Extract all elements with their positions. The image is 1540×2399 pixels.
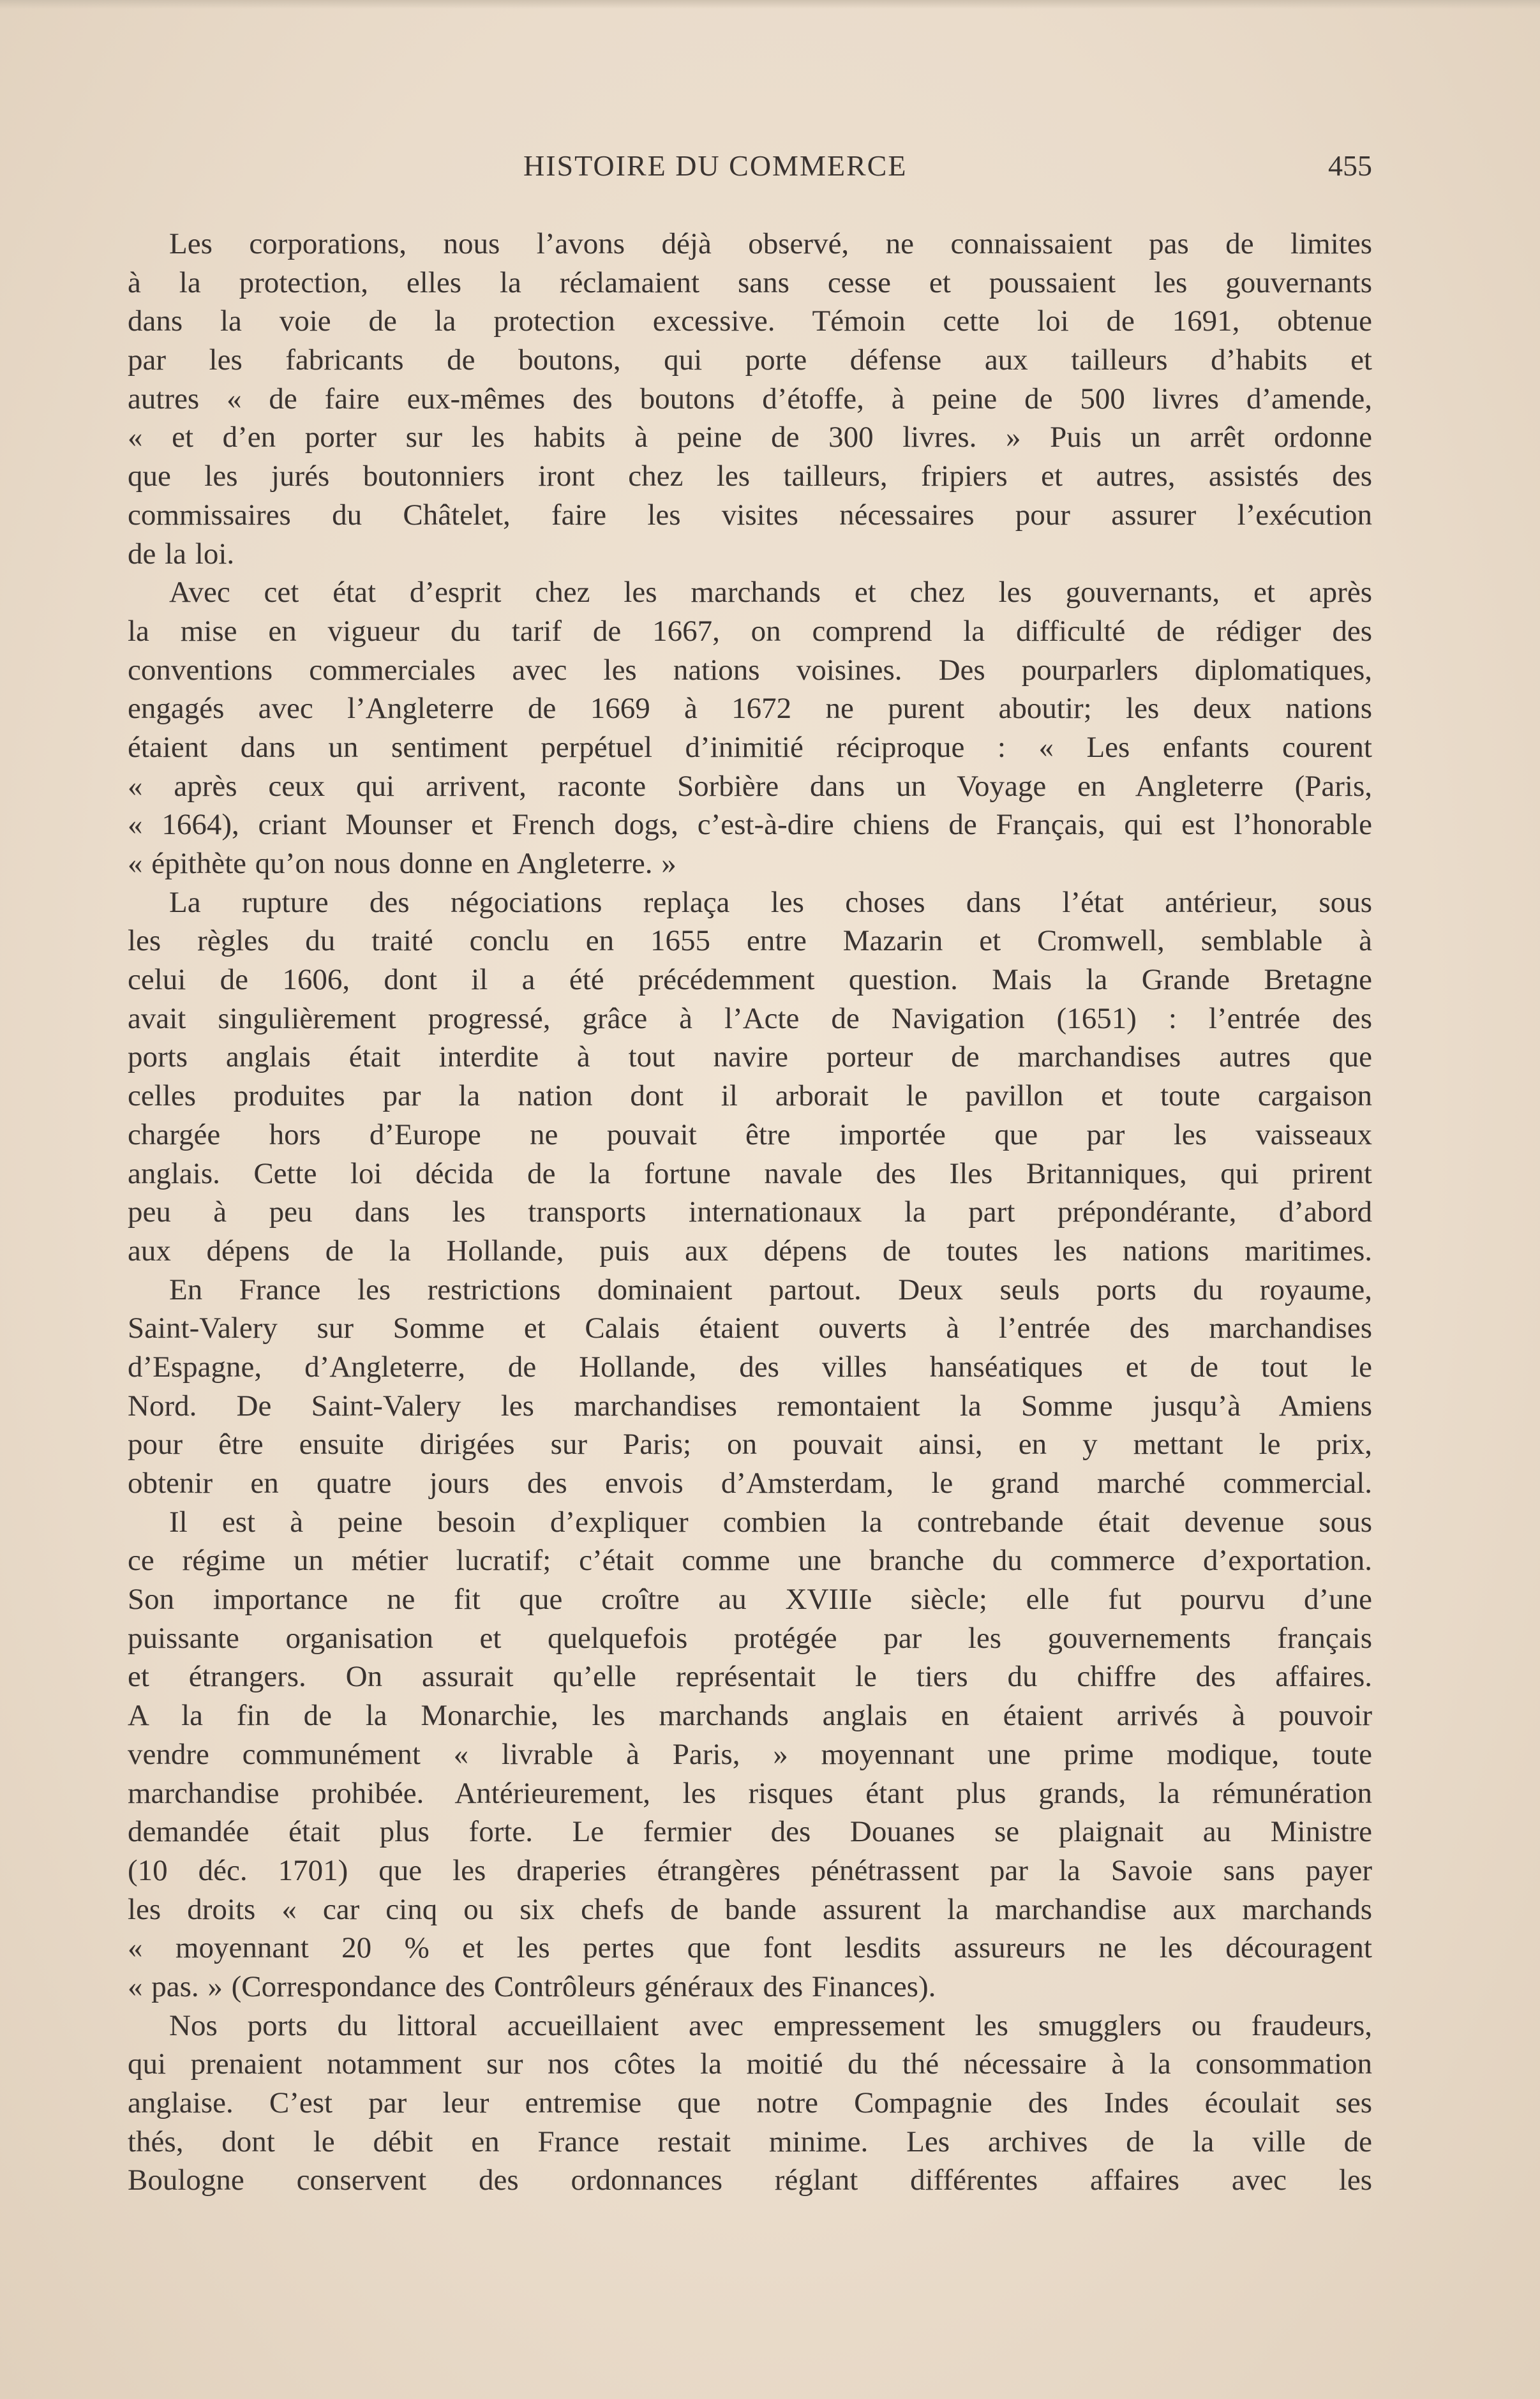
text-line: peu à peu dans les transports internationaux la part prépondérante, d’abord	[128, 1195, 1372, 1229]
text-line: Nord. De Saint-Valery les marchandises remontaient la Somme jusqu’à Amiens	[128, 1389, 1372, 1423]
body-text	[128, 225, 1372, 2200]
text-line: obtenir en quatre jours des envois d’Amsterdam, le grand marché commercial.	[128, 1467, 1372, 1500]
text-line: pour être ensuite dirigées sur Paris; on pouvait ainsi, en y mettant le prix,	[128, 1428, 1372, 1461]
text-line: Il est à peine besoin d’expliquer combien la contrebande était devenue sous	[169, 1505, 1372, 1539]
text-line: « pas. » (Correspondance des Contrôleurs généraux des Finances).	[128, 1969, 936, 2003]
text-line: Saint-Valery sur Somme et Calais étaient ouverts à l’entrée des marchandises	[128, 1312, 1372, 1345]
text-line: ce régime un métier lucratif; c’était comme une branche du commerce d’exportation.	[128, 1544, 1372, 1578]
text-line: (10 déc. 1701) que les draperies étrangères pénétrassent par la Savoie sans payer	[128, 1853, 1372, 1887]
text-line: A la fin de la Monarchie, les marchands anglais en étaient arrivés à pouvoir	[128, 1699, 1372, 1733]
text-line: Les corporations, nous l’avons déjà observé, ne connaissaient pas de limites	[169, 227, 1372, 260]
text-line: engagés avec l’Angleterre de 1669 à 1672 ne purent aboutir; les deux nations	[128, 692, 1372, 726]
text-line: thés, dont le débit en France restait minime. Les archives de la ville de	[128, 2125, 1372, 2158]
text-line: à la protection, elles la réclamaient sans cesse et poussaient les gouvernants	[128, 265, 1372, 299]
text-line: puissante organisation et quelquefois protégée par les gouvernements français	[128, 1621, 1372, 1655]
text-line: ports anglais était interdite à tout navire porteur de marchandises autres que	[128, 1040, 1372, 1074]
text-line: celles produites par la nation dont il arborait le pavillon et toute cargaison	[128, 1079, 1372, 1113]
text-line: marchandise prohibée. Antérieurement, les risques étant plus grands, la rémunération	[128, 1776, 1372, 1810]
text-line: Avec cet état d’esprit chez les marchands et chez les gouvernants, et après	[169, 576, 1372, 609]
text-line: chargée hors d’Europe ne pouvait être importée que par les vaisseaux	[128, 1117, 1372, 1151]
text-line: demandée était plus forte. Le fermier des Douanes se plaignait au Ministre	[128, 1815, 1372, 1849]
text-line: « après ceux qui arrivent, raconte Sorbière dans un Voyage en Angleterre (Paris,	[128, 769, 1372, 803]
text-line: Boulogne conservent des ordonnances réglant différentes affaires avec les	[128, 2164, 1372, 2197]
text-line: Son importance ne fit que croître au XVIIIe siècle; elle fut pourvu d’une	[128, 1583, 1372, 1617]
text-line: anglaise. C’est par leur entremise que notre Compagnie des Indes écoulait ses	[128, 2086, 1372, 2119]
text-line: « 1664), criant Mounser et French dogs, c’est-à-dire chiens de Français, qui est l’honorable	[128, 808, 1372, 842]
text-line: que les jurés boutonniers iront chez les tailleurs, fripiers et autres, assistés des	[128, 460, 1372, 493]
page-number: 455	[1328, 149, 1372, 182]
text-line: les règles du traité conclu en 1655 entre Mazarin et Cromwell, semblable à	[128, 924, 1372, 958]
text-line: dans la voie de la protection excessive. Témoin cette loi de 1691, obtenue	[128, 304, 1372, 338]
text-line: anglais. Cette loi décida de la fortune navale des Iles Britanniques, qui prirent	[128, 1156, 1372, 1190]
text-line: commissaires du Châtelet, faire les visites nécessaires pour assurer l’exécution	[128, 498, 1372, 532]
text-line: « moyennant 20 % et les pertes que font lesdits assureurs ne les découragent	[128, 1931, 1372, 1965]
text-line: La rupture des négociations replaça les choses dans l’état antérieur, sous	[169, 885, 1372, 919]
text-line: conventions commerciales avec les nations voisines. Des pourparlers diplomatiques,	[128, 653, 1372, 687]
text-line: d’Espagne, d’Angleterre, de Hollande, des villes hanséatiques et de tout le	[128, 1350, 1372, 1384]
text-line: étaient dans un sentiment perpétuel d’inimitié réciproque : « Les enfants courent	[128, 730, 1372, 764]
text-line: par les fabricants de boutons, qui porte défense aux tailleurs d’habits et	[128, 343, 1372, 377]
text-line: de la loi.	[128, 537, 235, 571]
text-line: et étrangers. On assurait qu’elle représentait le tiers du chiffre des affaires.	[128, 1660, 1372, 1694]
page-top-edge	[0, 0, 1540, 9]
text-line: « et d’en porter sur les habits à peine de 300 livres. » Puis un arrêt ordonne	[128, 421, 1372, 454]
page-header	[128, 144, 1372, 188]
text-line: la mise en vigueur du tarif de 1667, on comprend la difficulté de rédiger des	[128, 614, 1372, 648]
text-line: En France les restrictions dominaient partout. Deux seuls ports du royaume,	[169, 1273, 1372, 1306]
text-line: qui prenaient notamment sur nos côtes la moitié du thé nécessaire à la consommation	[128, 2047, 1372, 2081]
text-line: autres « de faire eux-mêmes des boutons d’étoffe, à peine de 500 livres d’amende,	[128, 382, 1372, 415]
text-line: aux dépens de la Hollande, puis aux dépens de toutes les nations maritimes.	[128, 1234, 1372, 1267]
text-line: vendre communément « livrable à Paris, » moyennant une prime modique, toute	[128, 1737, 1372, 1771]
text-line: les droits « car cinq ou six chefs de bande assurent la marchandise aux marchands	[128, 1892, 1372, 1926]
text-line: « épithète qu’on nous donne en Angleterre. »	[128, 847, 677, 880]
text-line: Nos ports du littoral accueillaient avec empressement les smugglers ou fraudeurs,	[169, 2008, 1372, 2042]
text-line: celui de 1606, dont il a été précédemment question. Mais la Grande Bretagne	[128, 963, 1372, 997]
running-title: HISTOIRE DU COMMERCE	[523, 149, 908, 182]
text-line: avait singulièrement progressé, grâce à l’Acte de Navigation (1651) : l’entrée des	[128, 1001, 1372, 1035]
